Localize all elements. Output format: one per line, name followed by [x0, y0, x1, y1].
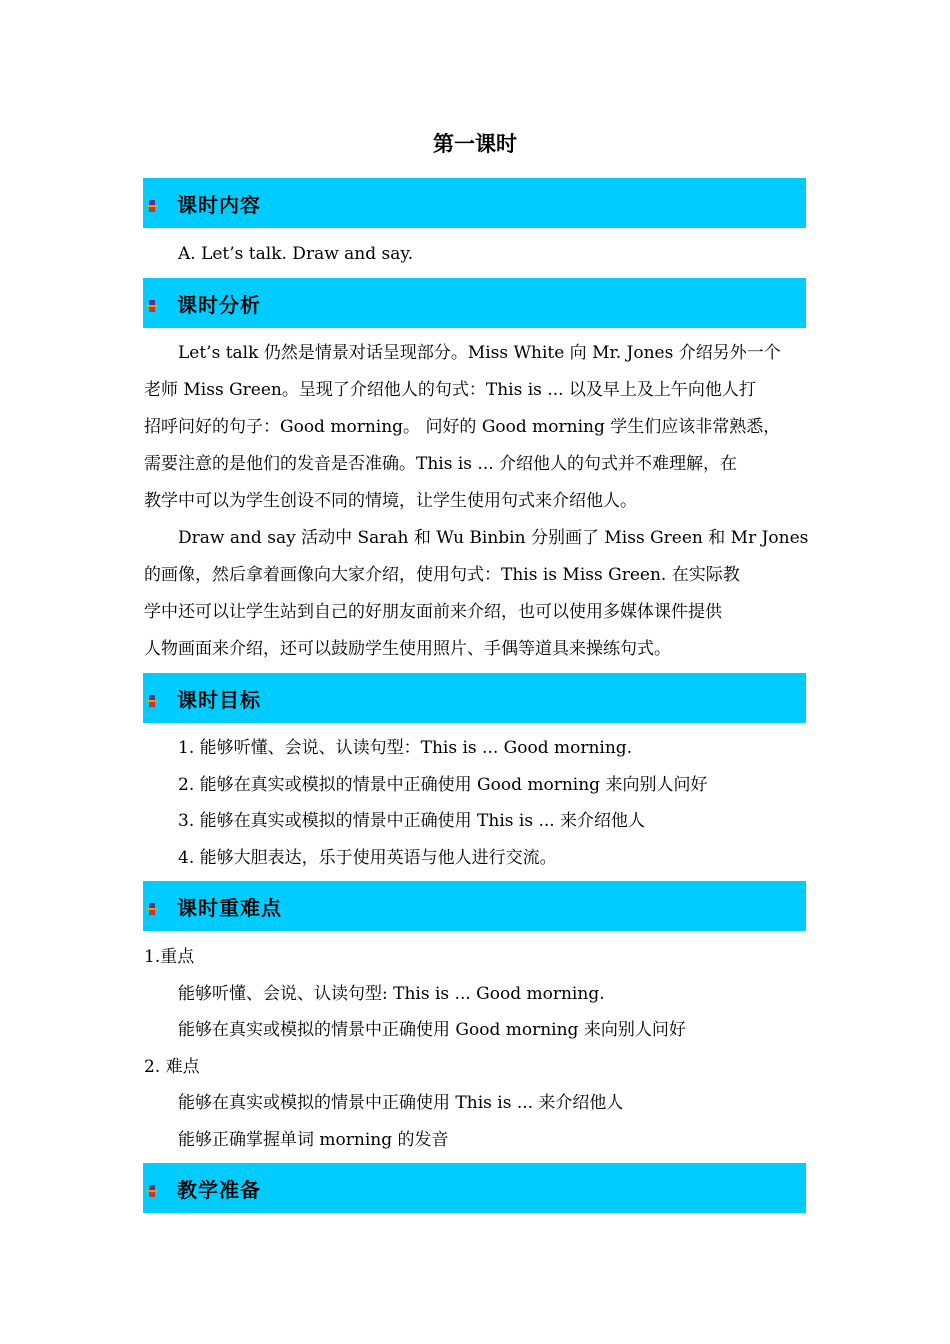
text-line: A. Let’s talk. Draw and say.	[178, 244, 414, 264]
section-heading: 课时内容	[177, 192, 261, 217]
section-heading: 课时重难点	[177, 895, 282, 920]
text-line: Draw and say 活动中 Sarah 和 Wu Binbin 分别画了 Miss Green 和 Mr Jones	[178, 528, 809, 548]
text-line: 需要注意的是他们的发音是否准确。This is ... 介绍他人的句式并不难理解，在	[144, 454, 738, 474]
list-item: 2. 能够在真实或模拟的情景中正确使用 Good morning 来向别人问好	[178, 775, 708, 795]
section-heading: 课时分析	[177, 292, 261, 317]
text-line: 能够听懂、会说、认读句型: This is ... Good morning.	[178, 984, 605, 1004]
text-line: 招呼问好的句子：Good morning。 问好的 Good morning 学生们应该非常熟悉，	[144, 417, 781, 437]
section-header-key-points	[143, 881, 806, 931]
section-header-content	[143, 178, 806, 228]
list-item: 1. 能够听懂、会说、认读句型：This is ... Good morning.	[178, 738, 633, 758]
bullet-icon	[146, 297, 158, 309]
text-line: 能够在真实或模拟的情景中正确使用 This is ... 来介绍他人	[178, 1093, 624, 1113]
text-line: Let’s talk 仍然是情景对话呈现部分。Miss White 向 Mr. Jones 介绍另外一个	[178, 343, 781, 363]
section-heading: 教学准备	[177, 1177, 261, 1202]
bullet-icon	[146, 197, 158, 209]
list-item: 4. 能够大胆表达，乐于使用英语与他人进行交流。	[178, 848, 557, 868]
list-item: 3. 能够在真实或模拟的情景中正确使用 This is ... 来介绍他人	[178, 811, 646, 831]
bullet-icon	[146, 900, 158, 912]
page-title: 第一课时	[433, 132, 517, 156]
text-line: 老师 Miss Green。呈现了介绍他人的句式：This is ... 以及早上及上午向他人打	[144, 380, 756, 400]
section-heading: 课时目标	[177, 687, 261, 712]
text-line: 人物画面来介绍，还可以鼓励学生使用照片、手偶等道具来操练句式。	[144, 639, 671, 659]
sub-heading: 1.重点	[144, 947, 195, 967]
section-header-analysis	[143, 278, 806, 328]
section-header-goals	[143, 673, 806, 723]
section-header-preparation	[143, 1163, 806, 1213]
sub-heading: 2. 难点	[144, 1057, 200, 1077]
bullet-icon	[146, 1182, 158, 1194]
text-line: 能够在真实或模拟的情景中正确使用 Good morning 来向别人问好	[178, 1020, 686, 1040]
text-line: 的画像，然后拿着画像向大家介绍，使用句式：This is Miss Green. 在实际教	[144, 565, 740, 585]
bullet-icon	[146, 692, 158, 704]
text-line: 教学中可以为学生创设不同的情境，让学生使用句式来介绍他人。	[144, 491, 637, 511]
text-line: 学中还可以让学生站到自己的好朋友面前来介绍，也可以使用多媒体课件提供	[144, 602, 722, 622]
text-line: 能够正确掌握单词 morning 的发音	[178, 1130, 449, 1150]
